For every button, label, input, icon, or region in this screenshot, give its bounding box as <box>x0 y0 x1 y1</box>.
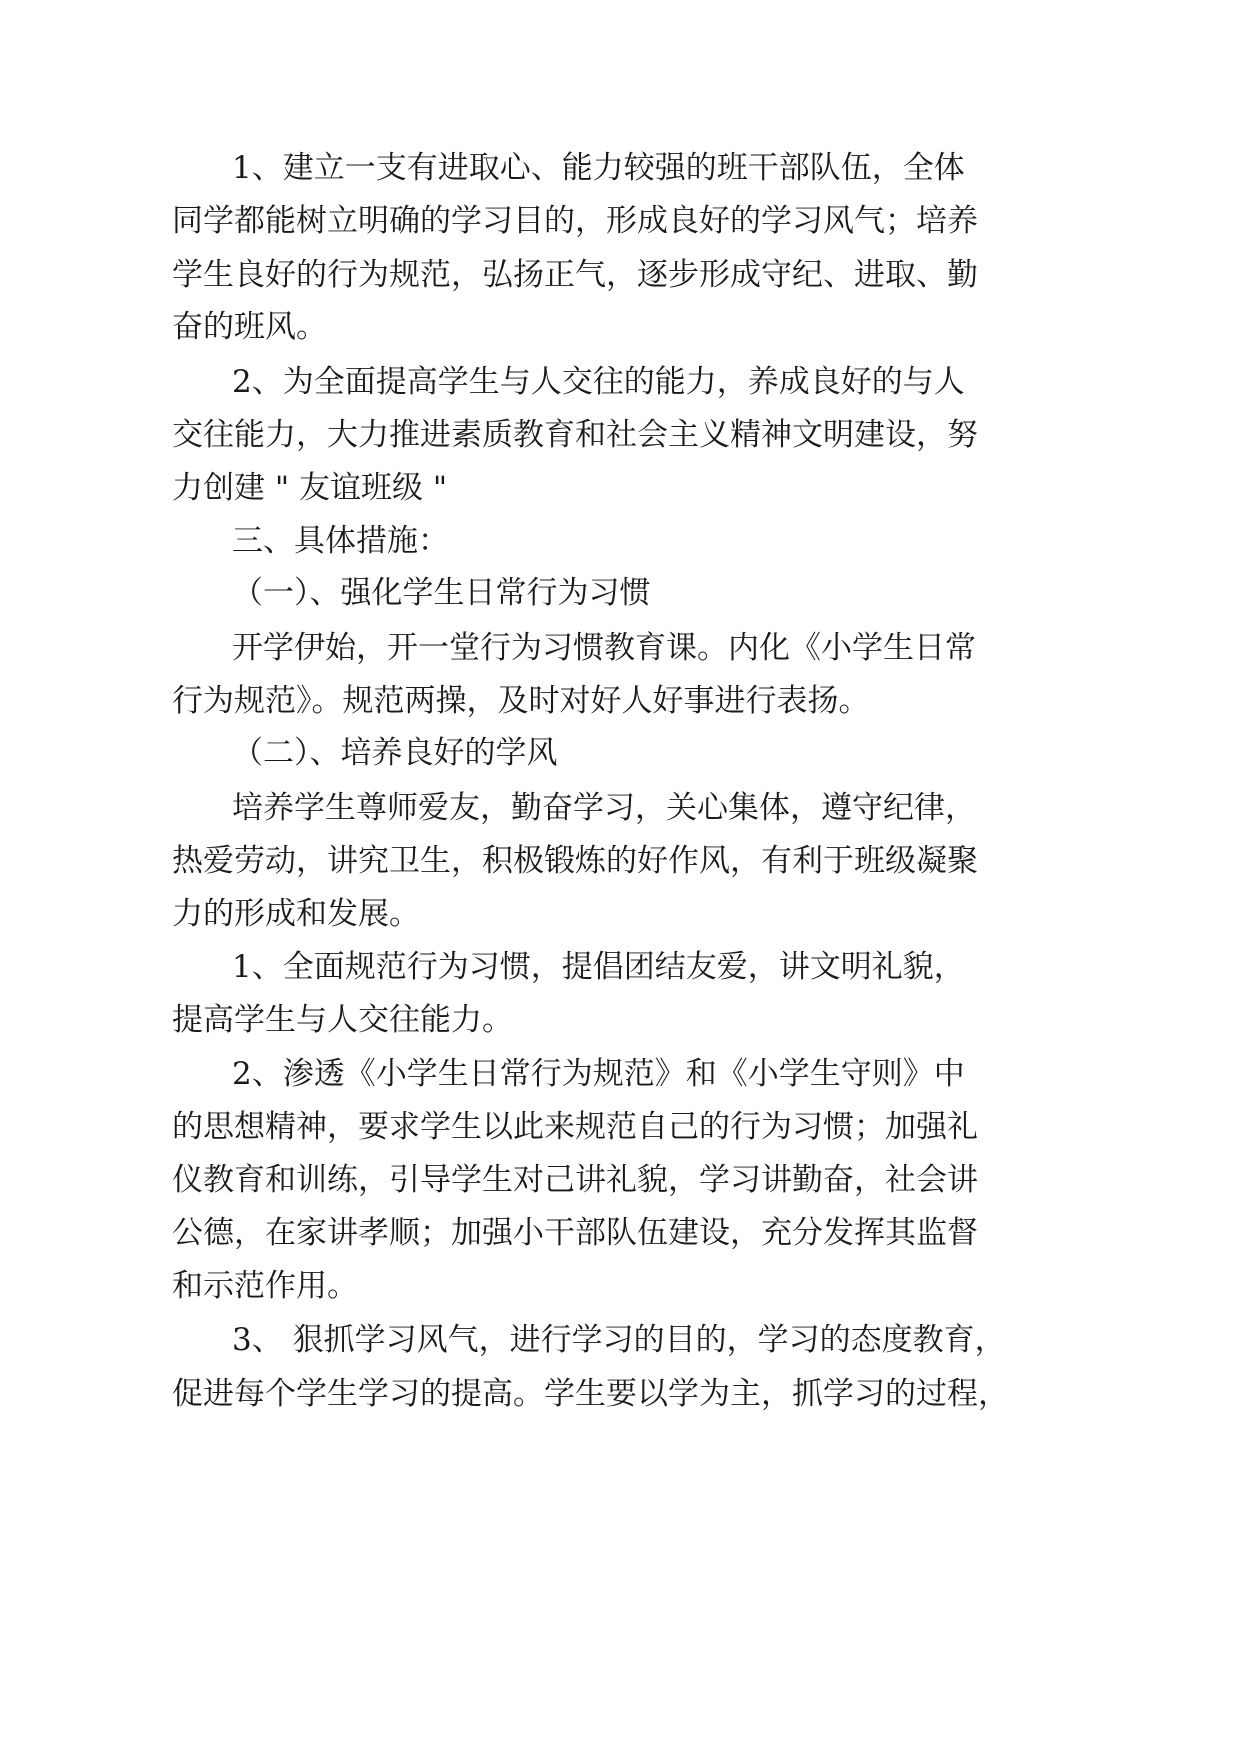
paragraph-line: 1、全面规范行为习惯，提倡团结友爱，讲文明礼貌， <box>232 949 965 985</box>
paragraph-line: 仪教育和训练，引导学生对己讲礼貌，学习讲勤奋，社会讲 <box>172 1162 978 1198</box>
paragraph-line: 促进每个学生学习的提高。学生要以学为主，抓学习的过程， <box>172 1376 1009 1412</box>
paragraph-line: 培养学生尊师爱友，勤奋学习，关心集体，遵守纪律， <box>232 790 976 826</box>
paragraph-line: 的思想精神，要求学生以此来规范自己的行为习惯；加强礼 <box>172 1109 978 1145</box>
paragraph-line: 交往能力，大力推进素质教育和社会主义精神文明建设，努 <box>172 417 978 453</box>
paragraph-line: 3、 狠抓学习风气，进行学习的目的，学习的态度教育， <box>232 1322 1006 1358</box>
paragraph-line: 2、为全面提高学生与人交往的能力，养成良好的与人 <box>232 364 965 400</box>
paragraph-line: 1、建立一支有进取心、能力较强的班干部队伍，全体 <box>232 150 965 186</box>
paragraph-line: 公德，在家讲孝顺；加强小干部队伍建设，充分发挥其监督 <box>172 1215 978 1251</box>
subsection-heading: （一）、强化学生日常行为习惯 <box>232 575 651 611</box>
paragraph-line: 行为规范》。规范两操，及时对好人好事进行表扬。 <box>172 683 870 719</box>
subsection-heading: （二）、培养良好的学风 <box>232 735 558 771</box>
paragraph-line: 力的形成和发展。 <box>172 896 420 932</box>
paragraph-line: 同学都能树立明确的学习目的，形成良好的学习风气；培养 <box>172 203 978 239</box>
paragraph-line: 开学伊始，开一堂行为习惯教育课。内化《小学生日常 <box>232 630 976 666</box>
paragraph-line: 学生良好的行为规范，弘扬正气，逐步形成守纪、进取、勤 <box>172 257 978 293</box>
paragraph-line: 奋的班风。 <box>172 309 327 345</box>
paragraph-line: 提高学生与人交往能力。 <box>172 1002 513 1038</box>
paragraph-line: 力创建 " 友谊班级 " <box>172 470 448 506</box>
section-heading: 三、具体措施： <box>232 523 449 559</box>
paragraph-line: 2、渗透《小学生日常行为规范》和《小学生守则》中 <box>232 1056 965 1092</box>
paragraph-line: 热爱劳动，讲究卫生，积极锻炼的好作风，有利于班级凝聚 <box>172 843 978 879</box>
paragraph-line: 和示范作用。 <box>172 1268 358 1304</box>
